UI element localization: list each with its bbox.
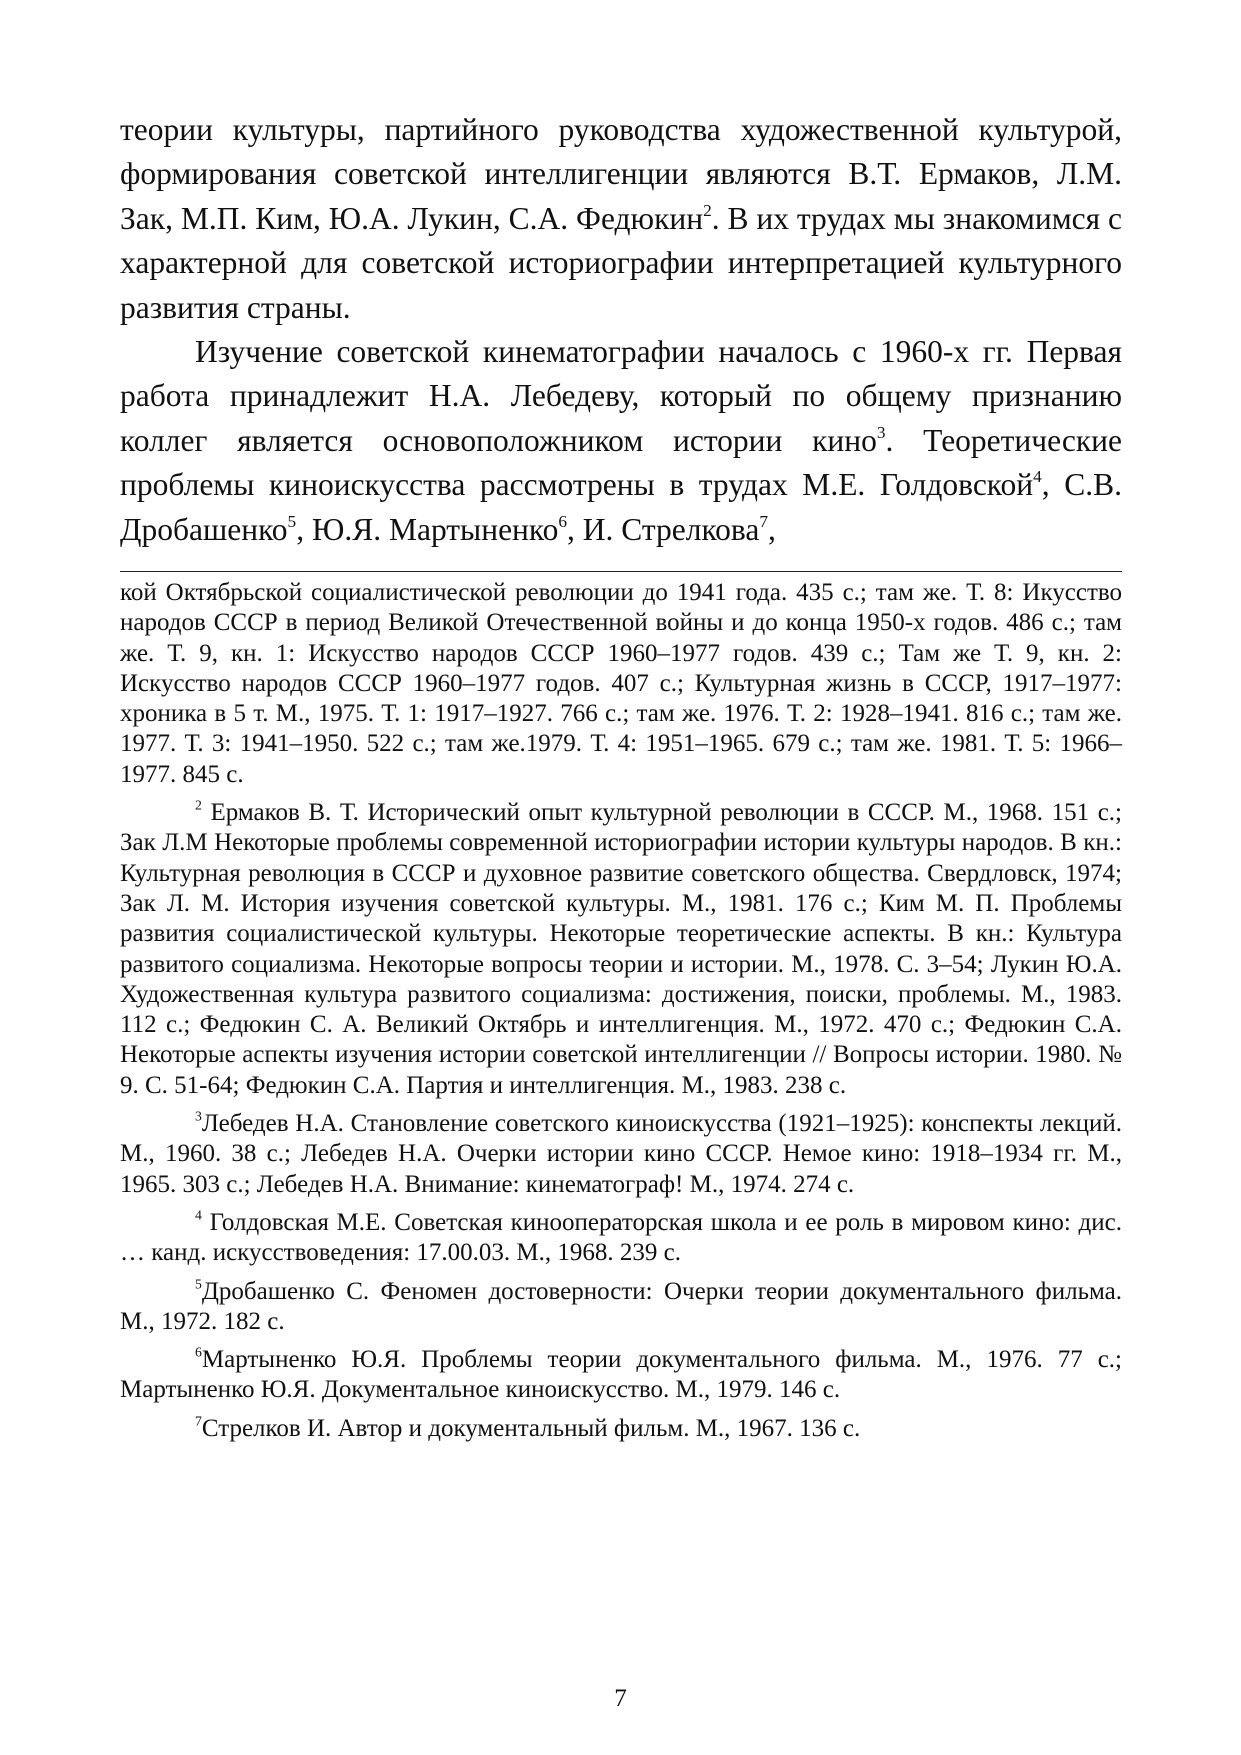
page-number: 7 xyxy=(614,1685,627,1712)
main-text xyxy=(120,108,1122,552)
paragraph-2: Изучение советской кинематографии началось с 1960-х гг. Первая работа принадлежит Н.А. Лебедеву, который по общему признанию коллег является основоположником истории кино$^3$. Теоретические проблемы киноискусства рассмотрены в трудах М.Е. Голдовской$^4$, С.В. Дробашенко$^5$, Ю.Я. Мартыненко$^6$, И. Стрелкова$^7$, xyxy=(120,334,1123,547)
footnote-3 xyxy=(120,1109,1122,1200)
footnote-7 xyxy=(120,1414,1122,1444)
footnote-number: 2 xyxy=(195,797,202,813)
footnote-number: 5 xyxy=(195,1276,202,1292)
page-body xyxy=(120,108,1122,552)
footnote-text: Дробашенко С. Феномен достоверности: Очерки теории документального фильма. М., 1972. 182 с. xyxy=(120,1277,1122,1335)
footnote-2 xyxy=(120,798,1122,1101)
footnote-separator xyxy=(120,571,1122,572)
footnote-6 xyxy=(120,1345,1122,1406)
footnote-number: 6 xyxy=(195,1344,202,1360)
footnote-5 xyxy=(120,1277,1122,1338)
footnote-4 xyxy=(120,1208,1122,1269)
footnote-ref-3[interactable]: 3 xyxy=(876,422,886,442)
footnote-text: Мартыненко Ю.Я. Проблемы теории документального фильма. М., 1976. 77 с.; Мартыненко Ю.Я. Документальное киноискусство. М., 1979. 146 с. xyxy=(120,1346,1122,1404)
footnote-text: Лебедев Н.А. Становление советского киноискусства (1921–1925): конспекты лекций. М., 1960. 38 с.; Лебедев Н.А. Очерки истории кино СССР. Немое кино: 1918–1934 гг. М., 1965. 303 с.; Лебедев Н.А. Внимание: кинематограф! М., 1974. 274 с. xyxy=(120,1110,1122,1198)
footnote-text: Стрелков И. Автор и документальный фильм. М., 1967. 136 с. xyxy=(201,1414,861,1442)
footnotes xyxy=(120,578,1122,1444)
footnote-number: 3 xyxy=(195,1108,202,1124)
footnote-number: 7 xyxy=(195,1413,202,1429)
footnote-continuation: кой Октябрьской социалистической революции до 1941 года. 435 с.; там же. Т. 8: Икусство народов СССР в период Великой Отечественной войны и до конца 1950-х годов. 486 с.; там же. Т. 9, кн. 1: Искусство народов СССР 1960–1977 годов. 439 с.; Там же Т. 9, кн. 2: Искусство народов СССР 1960–1977 годов. 407 с.; Культурная жизнь в СССР, 1917–1977: хроника в 5 т. М., 1975. Т. 1: 1917–1927. 766 с.; там же. 1976. Т. 2: 1928–1941. 816 с.; там же. 1977. Т. 3: 1941–1950. 522 с.; там же.1979. Т. 4: 1951–1965. 679 с.; там же. 1981. Т. 5: 1966–1977. 845 с. xyxy=(120,579,1122,788)
footnote-ref-2[interactable]: 2 xyxy=(703,200,712,220)
footnote-ref-6[interactable]: 6 xyxy=(558,511,568,531)
footnote-text: Ермаков В. Т. Исторический опыт культурной революции в СССР. М., 1968. 151 с.; Зак Л.М Некоторые проблемы современной историографии истории культуры народов. В кн.: Культурная революция в СССР и духовное развитие советского общества. Свердловск, 1974; Зак Л. М. История изучения советской культуры. М., 1981. 176 с.; Ким М. П. Проблемы развития социалистической культуры. Некоторые теоретические аспекты. В кн.: Культура развитого социализма. Некоторые вопросы теории и истории. М., 1978. С. 3–54; Лукин Ю.А. Художественная культура развитого социализма: достижения, поиски, проблемы. М., 1983. 112 с.; Федюкин С. А. Великий Октябрь и интеллигенция. М., 1972. 470 с.; Федюкин С.А. Некоторые аспекты изучения истории советской интеллигенции // Вопросы истории. 1980. № 9. С. 51-64; Федюкин С.А. Партия и интеллигенция. М., 1983. 238 с. xyxy=(120,799,1122,1099)
footnote-ref-7[interactable]: 7 xyxy=(759,511,769,531)
footnote-ref-4[interactable]: 4 xyxy=(1033,467,1042,487)
footnote-ref-5[interactable]: 5 xyxy=(287,511,297,531)
footnote-text: Голдовская М.Е. Советская кинооператорская школа и ее роль в мировом кино: дис. … канд. искусствоведения: 17.00.03. М., 1968. 239 с. xyxy=(120,1208,1122,1267)
paragraph-1: теории культуры, партийного руководства художественной культурой, формирования советской интеллигенции являются В.Т. Ермаков, Л.М. Зак, М.П. Ким, Ю.А. Лукин, С.А. Федюкин$^2$. В их трудах мы знакомимся с характерной для советской историографии интерпретацией культурного развития страны. xyxy=(120,112,1122,325)
footnote-number: 4 xyxy=(195,1207,202,1223)
